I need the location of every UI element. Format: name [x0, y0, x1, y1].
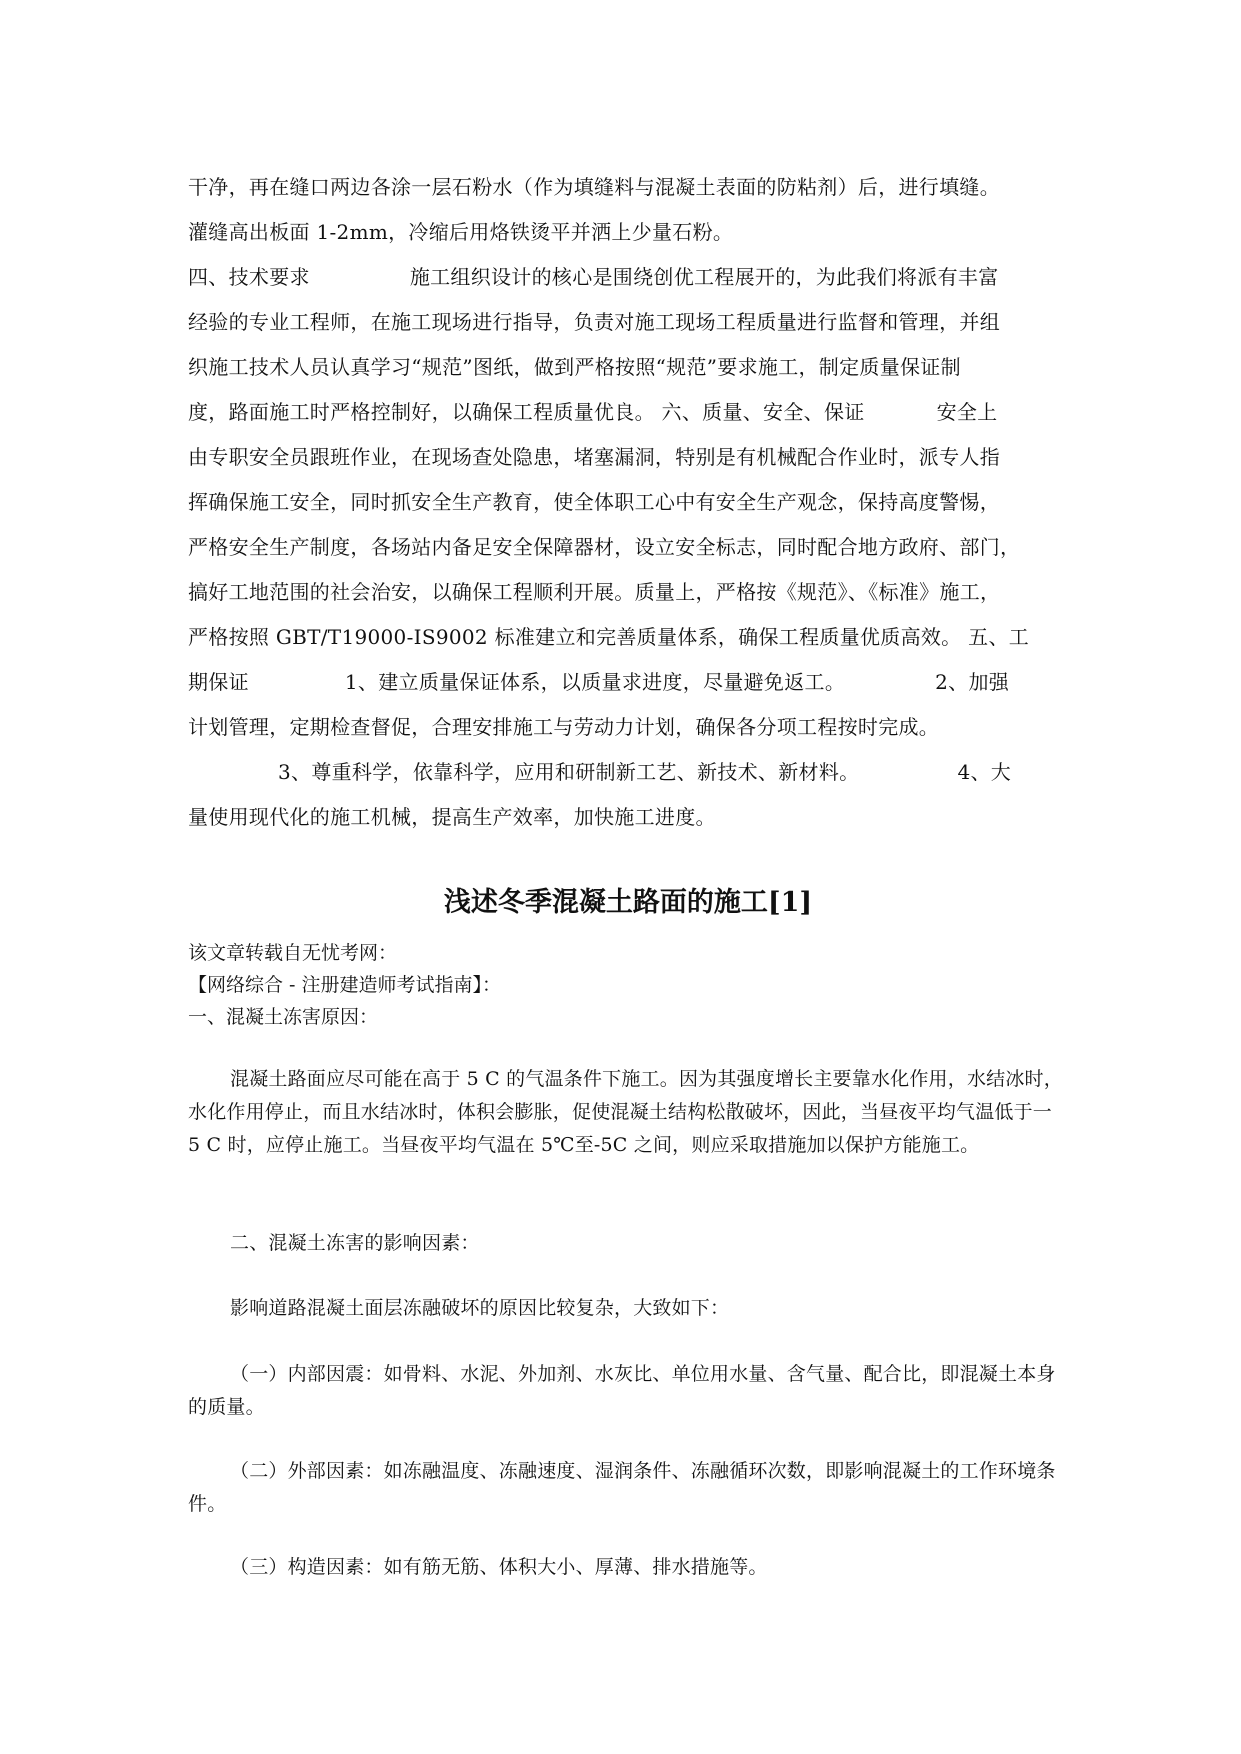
article-title: 浅述冬季混凝土路面的施工[1]: [443, 887, 813, 918]
text-fragment: 期保证: [188, 670, 249, 694]
text-line: 由专职安全员跟班作业，在现场查处隐患，堵塞漏洞，特别是有机械配合作业时，派专人指: [188, 445, 1000, 469]
text-fragment: 1、建立质量保证体系，以质量求进度，尽量避免返工。: [344, 670, 846, 694]
text-line: 挥确保施工安全，同时抓安全生产教育，使全体职工心中有安全生产观念，保持高度警惕，: [188, 490, 1000, 514]
section-heading: 二、混凝土冻害的影响因素：: [230, 1232, 480, 1254]
text-fragment: 度，路面施工时严格控制好，以确保工程质量优良。 六、质量、安全、保证: [188, 400, 865, 424]
text-line: 量使用现代化的施工机械，提高生产效率，加快施工进度。: [188, 805, 716, 829]
text-fragment: 安全上: [936, 400, 998, 424]
text-fragment: 施工组织设计的核心是围绕创优工程展开的，为此我们将派有丰富: [409, 265, 999, 289]
paragraph: （一）内部因震：如骨料、水泥、外加剂、水灰比、单位用水量、含气量、配合比，即混凝土本身的质量。: [188, 1363, 1056, 1418]
paragraph: （三）构造因素：如有筋无筋、体积大小、厚薄、排水措施等。: [230, 1556, 768, 1578]
text-line: 搞好工地范围的社会治安，以确保工程顺利开展。质量上，严格按《规范》、《标准》施工，: [188, 580, 1001, 604]
text-fragment: 2、加强: [935, 670, 1010, 694]
text-line: 严格安全生产制度，各场站内备足安全保障器材，设立安全标志，同时配合地方政府、部门，: [188, 535, 1021, 559]
text-line: [188, 255, 1068, 300]
top-section: [188, 165, 1068, 840]
text-fragment: 4、大: [957, 760, 1012, 784]
text-fragment: 3、尊重科学，依靠科学，应用和研制新工艺、新技术、新材料。: [278, 760, 860, 784]
text-line: 经验的专业工程师，在施工现场进行指导，负责对施工现场工程质量进行监督和管理，并组: [188, 310, 1000, 334]
text-line: 灌缝高出板面 1-2mm，冷缩后用烙铁烫平并洒上少量石粉。: [188, 220, 734, 244]
text-line: 计划管理，定期检查督促，合理安排施工与劳动力计划，确保各分项工程按时完成。: [188, 715, 940, 739]
text-line: 干净，再在缝口两边各涂一层石粉水（作为填缝料与混凝土表面的防粘剂）后，进行填缝。: [188, 175, 1000, 199]
heading-technical-requirements: 四、技术要求: [188, 265, 310, 289]
source-line: 该文章转载自无忧考网：: [188, 942, 398, 964]
paragraph: 影响道路混凝土面层冻融破坏的原因比较复杂，大致如下：: [230, 1297, 730, 1319]
text-line: [188, 750, 1068, 795]
category-line: 【网络综合 - 注册建造师考试指南】：: [188, 974, 501, 996]
paragraph: （二）外部因素：如冻融温度、冻融速度、湿润条件、冻融循环次数，即影响混凝土的工作环境条件。: [188, 1460, 1056, 1515]
article-meta: [188, 937, 1068, 1033]
text-line: [188, 390, 1068, 435]
paragraph: 混凝土路面应尽可能在高于 5 C 的气温条件下施工。因为其强度增长主要靠水化作用，水结冰时，水化作用停止，而且水结冰时，体积会膨胀，促使混凝土结构松散破坏，因此，当昼夜平均气温低于一 5 C 时，应停止施工。当昼夜平均气温在 5℃至-5C 之间，则应采取措施加以保护方能施工。: [188, 1068, 1063, 1156]
text-line: 严格按照 GBT/T19000-IS9002 标准建立和完善质量体系，确保工程质量优质高效。 五、工: [188, 625, 1030, 649]
section-heading: 一、混凝土冻害原因：: [188, 1006, 379, 1028]
text-line: 织施工技术人员认真学习“规范”图纸，做到严格按照“规范”要求施工，制定质量保证制: [188, 355, 961, 379]
text-line: [188, 660, 1068, 705]
